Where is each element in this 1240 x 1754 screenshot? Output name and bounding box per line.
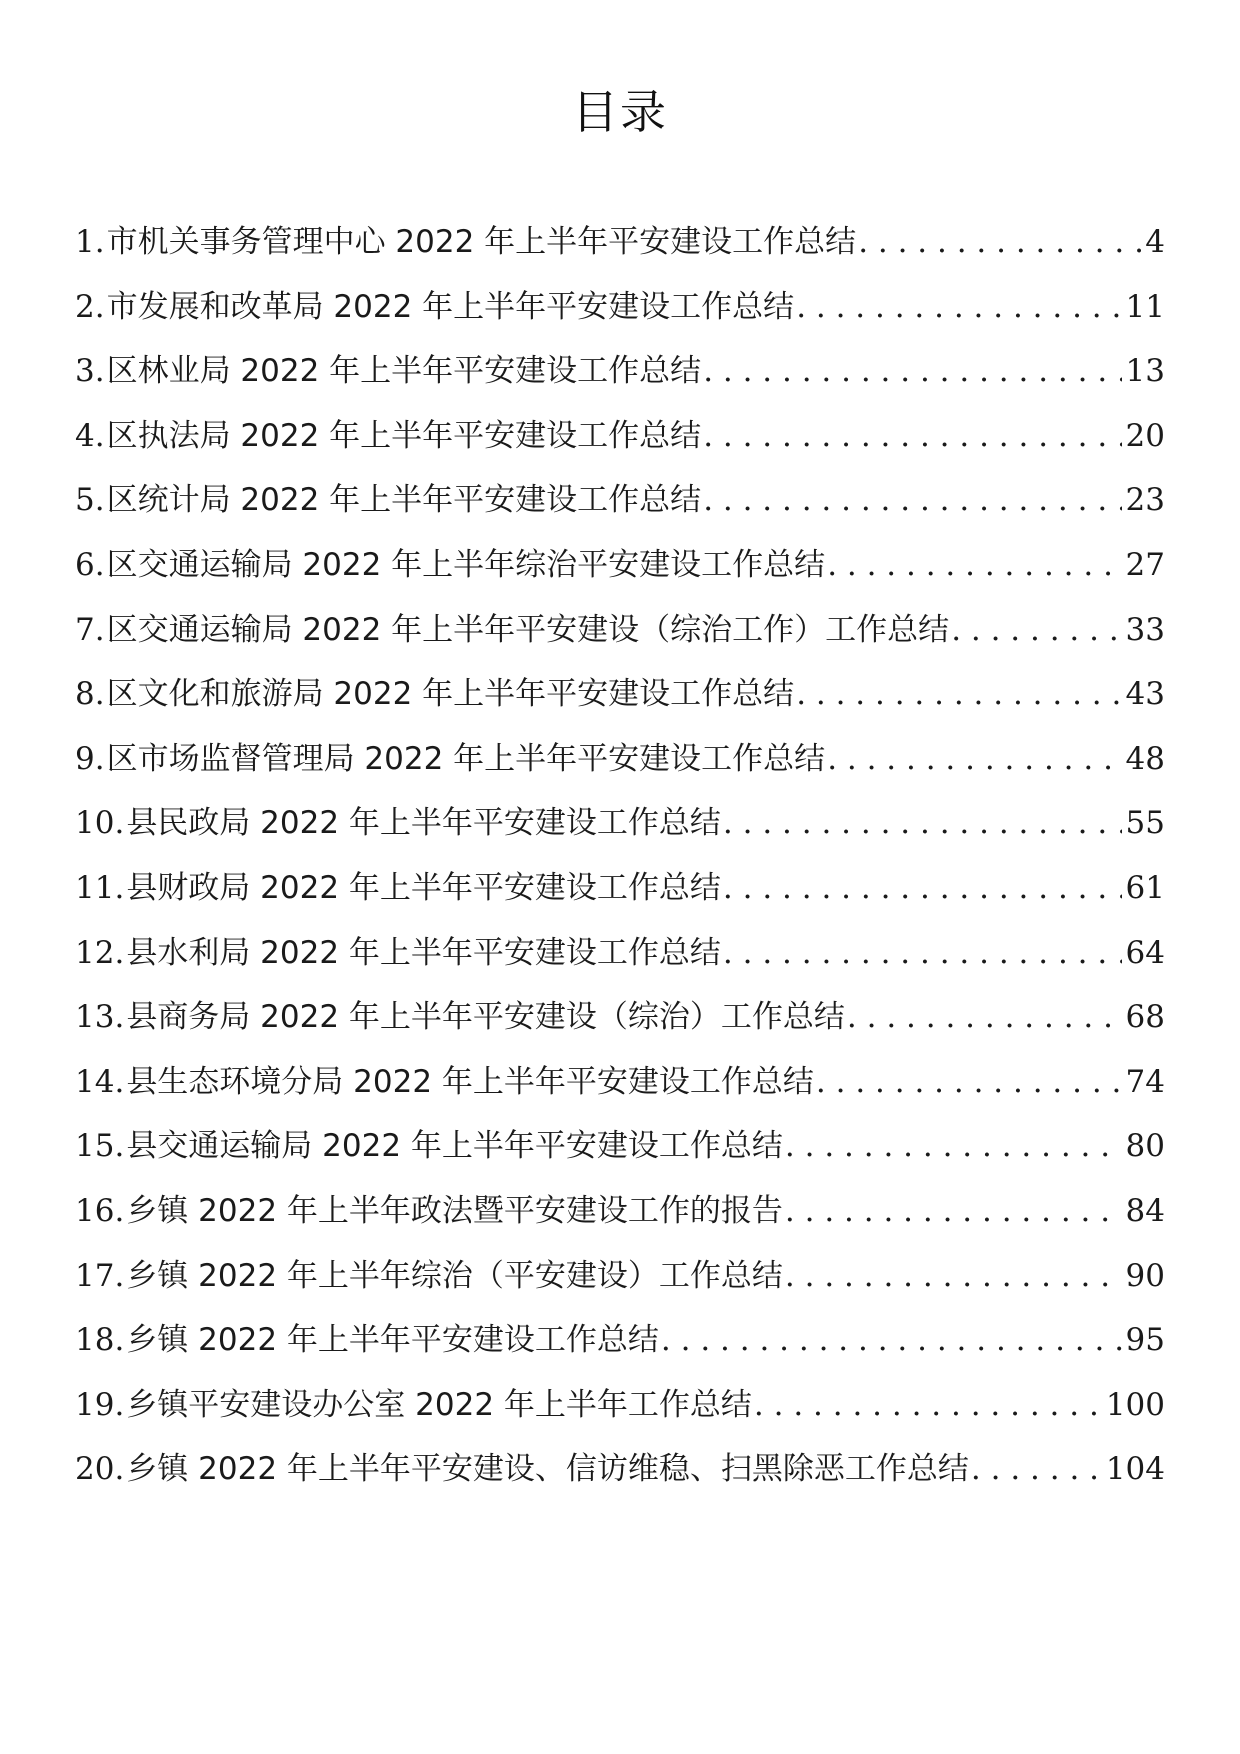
toc-dot-leader (796, 662, 1121, 727)
toc-entry-page: 104 (1105, 1451, 1165, 1488)
toc-entry-page: 100 (1105, 1386, 1165, 1423)
toc-entry-page: 13 (1125, 353, 1165, 390)
toc-entry[interactable] (75, 275, 1165, 340)
page-title: 目录 (572, 85, 668, 139)
toc-entry-number: 9. (75, 740, 105, 777)
toc-entry-number: 12. (75, 934, 125, 971)
toc-entry-number: 3. (75, 353, 105, 390)
toc-dot-leader (785, 1244, 1122, 1309)
toc-entry[interactable] (75, 533, 1165, 598)
toc-entry-page: 48 (1125, 740, 1165, 777)
toc-entry-title: 乡镇 2022 年上半年平安建设工作总结 (126, 1322, 659, 1359)
toc-entry-title: 县财政局 2022 年上半年平安建设工作总结 (126, 869, 721, 906)
toc-entry-number: 8. (75, 676, 105, 713)
toc-entry-number: 18. (75, 1322, 125, 1359)
toc-entry-page: 68 (1125, 999, 1165, 1036)
toc-dot-leader (661, 1308, 1122, 1373)
toc-entry[interactable] (75, 1179, 1165, 1244)
toc-entry-page: 55 (1125, 805, 1165, 842)
toc-entry-number: 10. (75, 805, 125, 842)
toc-entry-number: 7. (75, 611, 105, 648)
toc-dot-leader (703, 404, 1121, 469)
toc-entry-page: 90 (1125, 1257, 1165, 1294)
toc-dot-leader (971, 1437, 1102, 1502)
toc-dot-leader (858, 210, 1141, 275)
toc-entry[interactable] (75, 791, 1165, 856)
toc-entry-page: 61 (1125, 869, 1165, 906)
toc-entry[interactable] (75, 404, 1165, 469)
toc-entry-page: 80 (1125, 1128, 1165, 1165)
toc-entry-title: 县交通运输局 2022 年上半年平安建设工作总结 (126, 1128, 783, 1165)
toc-entry[interactable] (75, 1244, 1165, 1309)
toc-entry-title: 乡镇 2022 年上半年政法暨平安建设工作的报告 (126, 1192, 783, 1229)
toc-entry-title: 县商务局 2022 年上半年平安建设（综治）工作总结 (126, 999, 845, 1036)
toc-entry-title: 县水利局 2022 年上半年平安建设工作总结 (126, 934, 721, 971)
toc-entry-title: 乡镇 2022 年上半年平安建设、信访维稳、扫黑除恶工作总结 (126, 1451, 969, 1488)
toc-dot-leader (827, 727, 1121, 792)
toc-entry[interactable] (75, 468, 1165, 533)
toc-dot-leader (723, 791, 1122, 856)
toc-entry-title: 乡镇平安建设办公室 2022 年上半年工作总结 (126, 1386, 752, 1423)
toc-entry-page: 4 (1145, 224, 1165, 260)
toc-entry[interactable] (75, 921, 1165, 986)
toc-entry[interactable] (75, 339, 1165, 404)
toc-entry-title: 市发展和改革局 2022 年上半年平安建设工作总结 (106, 288, 795, 325)
toc-entry-page: 23 (1125, 482, 1165, 519)
toc-entry-page: 84 (1125, 1192, 1165, 1229)
toc-entry-number: 6. (75, 546, 105, 583)
toc-entry-page: 64 (1125, 934, 1165, 971)
toc-dot-leader (785, 1179, 1122, 1244)
toc-dot-leader (703, 468, 1121, 533)
toc-entry[interactable] (75, 985, 1165, 1050)
toc-entry[interactable] (75, 1373, 1165, 1438)
toc-entry-title: 区执法局 2022 年上半年平安建设工作总结 (106, 417, 702, 454)
toc-entry-number: 13. (75, 999, 125, 1036)
toc-entry-number: 4. (75, 417, 105, 454)
toc-entry-title: 区市场监督管理局 2022 年上半年平安建设工作总结 (106, 740, 826, 777)
toc-entry-number: 15. (75, 1128, 125, 1165)
toc-entry-title: 区文化和旅游局 2022 年上半年平安建设工作总结 (106, 676, 795, 713)
toc-entry[interactable] (75, 210, 1165, 275)
toc-entry[interactable] (75, 856, 1165, 921)
toc-entry-page: 20 (1125, 417, 1165, 454)
toc-entry-number: 11. (75, 869, 125, 906)
toc-entry[interactable] (75, 598, 1165, 663)
toc-entry[interactable] (75, 1437, 1165, 1502)
toc-dot-leader (816, 1050, 1122, 1115)
toc-entry-title: 市机关事务管理中心 2022 年上半年平安建设工作总结 (106, 224, 857, 260)
toc-dot-leader (723, 921, 1122, 986)
toc-entry-number: 20. (75, 1451, 125, 1488)
toc-entry-number: 14. (75, 1063, 125, 1100)
toc-entry-title: 区统计局 2022 年上半年平安建设工作总结 (106, 482, 702, 519)
toc-entry-number: 5. (75, 482, 105, 519)
toc-entry[interactable] (75, 727, 1165, 792)
toc-dot-leader (951, 598, 1121, 663)
toc-entry-page: 95 (1125, 1322, 1165, 1359)
toc-list (75, 210, 1165, 1502)
toc-entry-title: 区交通运输局 2022 年上半年平安建设（综治工作）工作总结 (106, 611, 950, 648)
toc-entry[interactable] (75, 1050, 1165, 1115)
toc-entry-number: 17. (75, 1257, 125, 1294)
toc-entry-title: 区林业局 2022 年上半年平安建设工作总结 (106, 353, 702, 390)
toc-entry[interactable] (75, 1114, 1165, 1179)
toc-entry-title: 县民政局 2022 年上半年平安建设工作总结 (126, 805, 721, 842)
toc-entry[interactable] (75, 662, 1165, 727)
toc-dot-leader (827, 533, 1121, 598)
toc-entry-number: 2. (75, 288, 105, 325)
toc-entry-page: 27 (1125, 546, 1165, 583)
toc-entry-title: 县生态环境分局 2022 年上半年平安建设工作总结 (126, 1063, 814, 1100)
toc-entry-page: 43 (1125, 676, 1165, 713)
toc-entry-number: 16. (75, 1192, 125, 1229)
toc-entry-page: 33 (1125, 611, 1165, 648)
toc-entry-page: 11 (1125, 288, 1165, 325)
toc-dot-leader (703, 339, 1121, 404)
toc-entry-page: 74 (1125, 1063, 1165, 1100)
toc-dot-leader (723, 856, 1122, 921)
toc-entry-title: 区交通运输局 2022 年上半年综治平安建设工作总结 (106, 546, 826, 583)
toc-entry-number: 1. (75, 224, 105, 260)
toc-dot-leader (754, 1373, 1102, 1438)
toc-dot-leader (785, 1114, 1122, 1179)
toc-dot-leader (796, 275, 1121, 340)
toc-entry[interactable] (75, 1308, 1165, 1373)
toc-entry-number: 19. (75, 1386, 125, 1423)
toc-entry-title: 乡镇 2022 年上半年综治（平安建设）工作总结 (126, 1257, 783, 1294)
toc-dot-leader (847, 985, 1122, 1050)
